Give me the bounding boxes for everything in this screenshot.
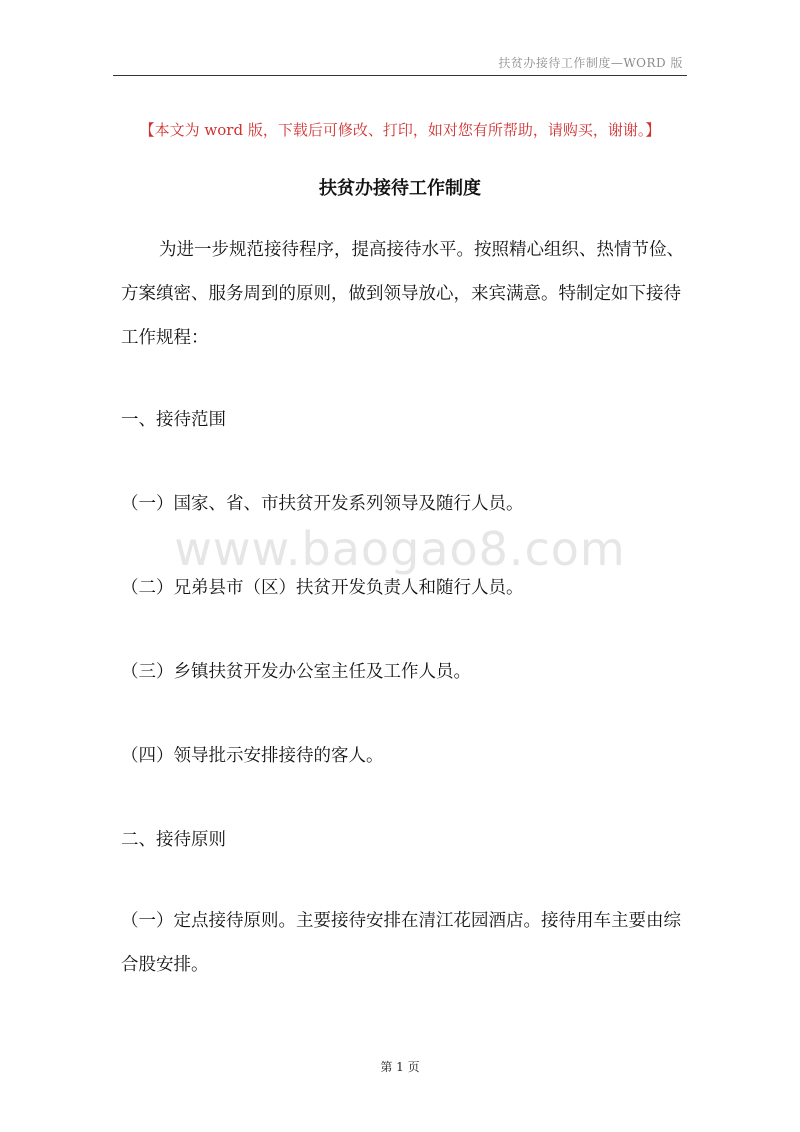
section1-item-1: （一）国家、省、市扶贫开发系列领导及随行人员。 [121, 494, 524, 514]
document-title: 扶贫办接待工作制度 [319, 178, 481, 199]
section2-heading: 二、接待原则 [121, 830, 226, 850]
page-number: 第 1 页 [380, 1060, 420, 1074]
section2-item-1: （一）定点接待原则。主要接待安排在清江花园酒店。接待用车主要由综合股安排。 [121, 911, 681, 975]
section1-item-4: （四）领导批示安排接待的客人。 [121, 746, 384, 766]
download-notice: 【本文为 word 版，下载后可修改、打印，如对您有所帮助，请购买，谢谢。】 [139, 121, 661, 139]
section1-item-2: （二）兄弟县市（区）扶贫开发负责人和随行人员。 [121, 578, 524, 598]
section1-item-3: （三）乡镇扶贫开发办公室主任及工作人员。 [121, 662, 471, 682]
header-divider [113, 75, 687, 76]
section1-heading: 一、接待范围 [121, 410, 226, 430]
page-header: 扶贫办接待工作制度—WORD 版 [498, 56, 683, 70]
intro-paragraph: 为进一步规范接待程序，提高接待水平。按照精心组织、热情节俭、方案缜密、服务周到的原则，做到领导放心，来宾满意。特制定如下接待工作规程： [121, 240, 684, 348]
watermark: www.baogao8.com [174, 522, 626, 576]
